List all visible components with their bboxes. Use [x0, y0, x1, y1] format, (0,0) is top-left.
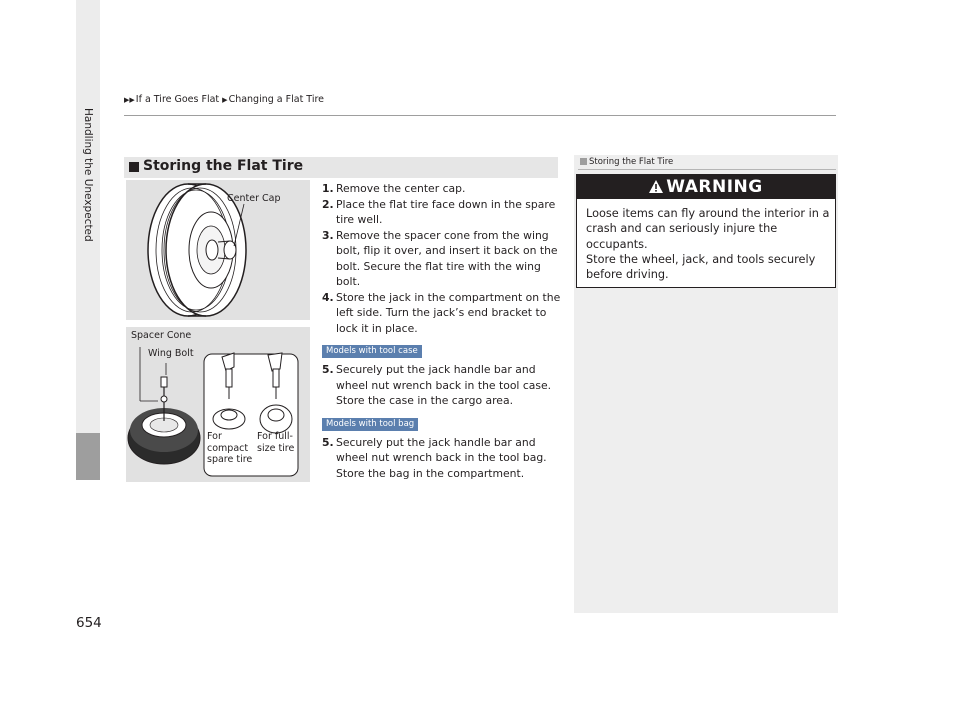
models-tool-case-badge: Models with tool case	[322, 345, 422, 358]
fullsize-tire-label: For full- size tire	[257, 431, 295, 454]
breadcrumb-item-tire-flat[interactable]: If a Tire Goes Flat	[135, 94, 220, 105]
step-2: 2. Place the flat tire face down in the spare tire well.	[322, 197, 556, 226]
side-tab-label: Handling the Unexpected	[82, 108, 94, 242]
compact-tire-label: For compact spare tire	[207, 431, 253, 465]
warning-triangle-icon	[649, 180, 663, 193]
step-4: 4. Store the jack in the compartment on the left side. Turn the jack’s end bracket to lock it in place.	[322, 290, 561, 335]
page-number: 654	[76, 615, 102, 631]
step-5-tool-bag: 5. Securely put the jack handle bar and wheel nut wrench back in the tool bag. Store the bag in the compartment.	[322, 435, 547, 480]
header-rule	[124, 115, 836, 116]
breadcrumb-arrow-icon: ▶▶	[124, 96, 135, 104]
breadcrumb	[124, 94, 324, 105]
note-heading: Storing the Flat Tire	[580, 157, 673, 167]
wing-bolt-label: Wing Bolt	[148, 348, 194, 359]
step-3: 3. Remove the spacer cone from the wing bolt, flip it over, and insert it back on the bolt. Secure the flat tire with the wing bolt.	[322, 228, 558, 288]
step-1: 1. Remove the center cap.	[322, 182, 466, 195]
center-cap-figure	[126, 180, 310, 320]
warning-header	[577, 175, 835, 199]
center-cap-label: Center Cap	[227, 193, 281, 204]
note-rule	[578, 169, 836, 170]
spacer-cone-figure	[126, 327, 310, 482]
models-tool-bag-badge: Models with tool bag	[322, 418, 418, 431]
spacer-cone-label: Spacer Cone	[131, 330, 192, 341]
breadcrumb-item-changing[interactable]: Changing a Flat Tire	[228, 94, 325, 105]
note-marker-icon	[580, 158, 587, 165]
step-5-tool-case: 5. Securely put the jack handle bar and wheel nut wrench back in the tool case. Store the case in the cargo area.	[322, 363, 552, 407]
section-heading	[124, 157, 558, 178]
warning-title: WARNING	[666, 177, 763, 197]
breadcrumb-arrow-icon: ▶	[222, 96, 228, 104]
warning-text: Loose items can fly around the interior in a crash and can seriously injure the occupants. Store the wheel, jack, and tools securely before driving.	[586, 207, 830, 282]
section-title: Storing the Flat Tire	[143, 158, 304, 174]
tire-illustration	[126, 180, 310, 320]
instructions	[322, 181, 562, 481]
section-square-icon	[129, 162, 139, 172]
warning-box	[576, 174, 836, 288]
